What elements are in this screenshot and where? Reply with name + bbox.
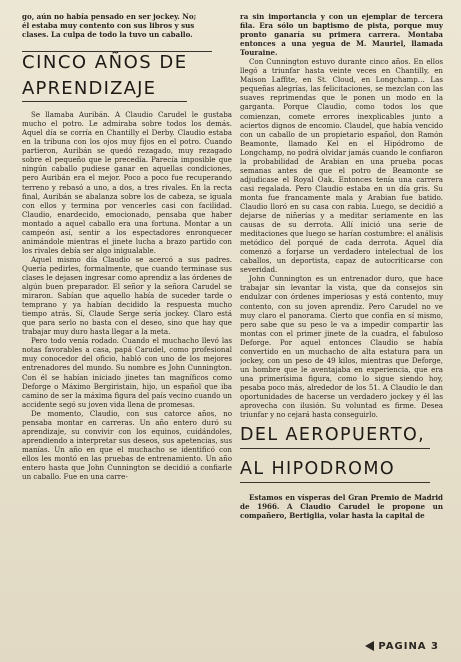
paragraph: Se llamaba Auribán. A Claudio Carudel le gustaba mucho el potro. Le admiraba sobre todos los demás. Aquel día se corría en Chantilly el Derby. Claudio estaba en la tribuna con los ojos muy fijos en el potro. Cuando partieron, Auribán se quedó rezagado, muy rezagado sobre el pequeño que le precedía. Parecía imposible que ningún caballo pudiese ganar en aquellas condiciones, pero Auribán era el mejor. Poco a poco fue recuperando terreno y rebasó a uno, a dos, a tres rivales. En la recta final, Auribán se abalanza sobre los de cabeza, se iguala con ellos y termina por vencerles casi con facilidad. Claudio, enardecido, emocionado, pensaba que haber montado a aquel caballo era una fortuna. Montar a un campeón así, sentir a los espectadores enronquecer animándole mientras el jinete lucha a brazo partido con los rivales debía ser algo inigualable. xyxy=(22,110,232,255)
page-label: PAGINA xyxy=(378,641,427,652)
section-title-aeropuerto xyxy=(240,423,443,483)
section-title-cinco-anos xyxy=(22,51,232,102)
title-line-2: APRENDIZAJE xyxy=(22,78,157,100)
title-line-1: CINCO AÑOS DE xyxy=(22,52,188,74)
title-line-2: AL HIPODROMO xyxy=(240,459,396,480)
top-left-line: clases. La culpa de todo la tuvo un caballo. xyxy=(22,30,193,40)
page-number: 3 xyxy=(431,641,439,652)
top-left-line: él estaba muy contento con sus libros y sus xyxy=(22,21,195,31)
right-column xyxy=(240,12,443,520)
page-number-label xyxy=(365,641,439,652)
bottom-paragraph: Estamos en vísperas del Gran Premio de Madrid de 1966. A Claudio Carudel le propone un compañero, Bertiglia, volar hasta la capital de xyxy=(240,493,443,521)
top-left-line: go, aún no había pensado en ser jockey. No; xyxy=(22,12,197,21)
paragraph: De momento, Claudio, con sus catorce años, no pensaba montar en carreras. Un año entero duró su aprendizaje, su convivir con los equinos, cuidándoles, aprendiendo a interpretar sus deseos, sus apetencias, sus manías. Un año en que el muchacho se identificó con ellos les montó en las pruebas de entrenamiento. Un año entero hasta que John Cunnington se decidió a confiarle un caballo. Fue en una carre- xyxy=(22,408,232,482)
paragraph: Aquel mismo día Claudio se acercó a sus padres. Quería pedirles, formalmente, que cuando terminase sus clases le dejasen ingresar como aprendiz a las órdenes de algún buen preparador. El señor y la señora Carudel se miraron. Sabían que aquello había de suceder tarde o temprano y ya habían decidido la respuesta mucho tiempo atrás. Sí, Claude Serge sería jockey. Claro está que para serlo no basta con el deseo, sino que hay que trabajar muy duro hasta llegar a la meta. xyxy=(22,254,232,337)
triangle-pointer-icon xyxy=(365,641,374,651)
paragraph: Pero todo venía rodado. Cuando el muchacho llevó las notas favorables a casa, papá Carudel, como profesional muy conocedor del oficio, habló con uno de los mejores entrenadores del mundo. Su nombre es John Cunnington. Con él se habían iniciado jinetes tan magníficos como Deforge o Máximo Bergiristain, hijo, un español que iba camino de ser la máxima figura del país vecino cuando un accidente segó su joven vida llena de promesas. xyxy=(22,336,232,409)
paragraph: Con Cunnington estuvo durante cinco años. En ellos llegó a triunfar hasta veinte veces en Chantilly, en Maison Laffite, en St. Cloud, en Longchamp… Las pequeñas alegrías, las felicitaciones, se mezclan con las suaves reprimendas que le ponen un modo en la garganta. Porque Claudio, como todos los que comienzan, comete errores inexplicables junto a aciertos dignos de encomio. Claudel, que había vencido con un caballo de un propietario español, don Ramón Beamonte, llamado Kel en el Hipódromo de Longchamp, no podrá olvidar jamás cuando le confiaron la probabilidad de Arabian en una prueba pocas semanas antes de que el potro de Beamonte se adjudicase el Royal Oak. Entonces tenía una carrera casi regalada. Pero Claudio estaba en un día gris. Su monta fue francamente mala y Arabian fue batido. Claudio lloró en su casa con rabia. Luego, se decidió a dejarse de niñerías y a meditar seriamente en las causas de su derrota. Allí inició una serie de meditaciones que luego se harían costumbre: el análisis metódico del porqué de cada derrota. Aquel día comenzó a forjarse un verdadero intelectual de los caballos, un deportista, capaz de autocriticarse con severidad. xyxy=(240,57,443,275)
paragraph: John Cunnington es un entrenador duro, que hace trabajar sin levantar la vista, que da consejos sin endulzar con órdenes imperiosas y está contento, muy contento, con su joven aprendiz. Pero Carudel no ve muy claro el panorama. Cierto que confía en sí mismo, pero sabe que su peso le va a impedir compartir las montas con el primer jinete de la cuadra, el fabuloso Deforge. Por aquel entonces Claudio se había convertido en un muchacho de alta estatura para un jockey, con un peso de 49 kilos, mientras que Deforge, un hombre que le aventajaba en experiencia, que era una primerísima figura, como lo sigue siendo hoy, pesaba poco más, alrededor de los 51. A Claudio le dan oportunidades de hacerse un verdadero jockey y él las aprovecha con ilusión. Su voluntad es firme. Desea triunfar y no cejará hasta conseguirlo. xyxy=(240,274,443,420)
top-right-paragraph: ra sin importancia y con un ejemplar de tercera fila. Era sólo un baptismo de pista, porque muy pronto ganaría su primera carrera. Montaba entonces a una yegua de M. Mauriel, llamada Touraine. xyxy=(240,12,443,58)
title-line-1: DEL AEROPUERTO, xyxy=(240,425,426,446)
left-column xyxy=(22,12,232,481)
